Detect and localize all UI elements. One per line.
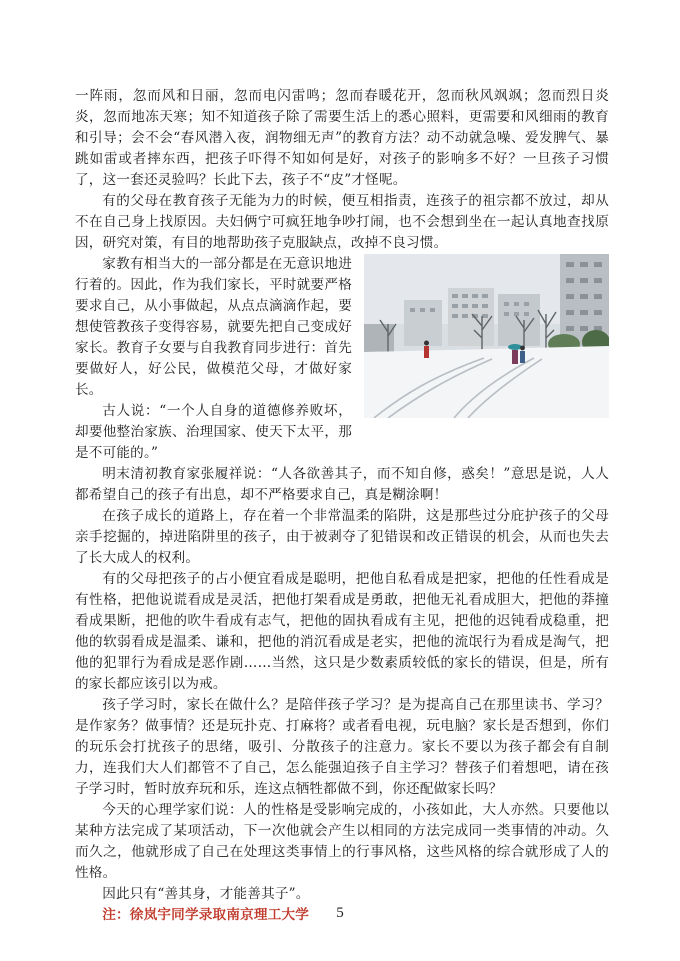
paragraph: 古人说：“一个人自身的道德修养败坏，却要他整治家族、治理国家、使天下太平，那是不可能的。” — [75, 403, 352, 461]
snowy-campus-photo — [364, 254, 609, 418]
paragraph: 明末清初教育家张履祥说：“人各欲善其子，而不知自修，惑矣！”意思是说，人人都希望自己的孩子有出息，却不严格要求自己，真是糊涂啊！ — [75, 466, 609, 503]
paragraph: 有的父母把孩子的占小便宜看成是聪明，把他自私看成是把家，把他的任性看成是有性格，把他说谎看成是灵活，把他打架看成是勇敢，把他无礼看成胆大，把他的莽撞看成果断，把他的吹牛看成有志气，把他的固执看成有主见，把他的迟钝看成稳重，把他的软弱看成是温柔、谦和，把他的消沉看成是老实，把他的流氓行为看成是淘气，把他的犯罪行为看成是恶作剧……当然，这只是少数素质较低的家长的错误，但是，所有的家长都应该引以为戒。 — [75, 571, 609, 692]
paragraph: 一阵雨，忽而风和日丽，忽而电闪雷鸣；忽而春暖花开，忽而秋风飒飒；忽而烈日炎炎，忽而地冻天寒；知不知道孩子除了需要生活上的悉心照料，更需要和风细雨的教育和引导；会不会“春风潜入夜，润物细无声”的教育方法？动不动就急噪、爱发脾气、暴跳如雷或者摔东西，把孩子吓得不知如何是好，对孩子的影响多不好？一旦孩子习惯了，这一套还灵验吗？长此下去，孩子不“皮”才怪呢。 — [75, 88, 609, 188]
paragraph: 在孩子成长的道路上，存在着一个非常温柔的陷阱，这是那些过分庇护孩子的父母亲手挖掘的，掉进陷阱里的孩子，由于被剥夺了犯错误和改正错误的机会，从而也失去了长大成人的权利。 — [75, 508, 609, 566]
paragraph: 有的父母在教育孩子无能为力的时候，便互相指责，连孩子的祖宗都不放过，却从不在自己身上找原因。夫妇俩宁可疯狂地争吵打闹，也不会想到坐在一起认真地查找原因，研究对策，有目的地帮助孩子克服缺点，改掉不良习惯。 — [75, 193, 609, 251]
body-text — [75, 86, 609, 926]
paragraph: 今天的心理学家们说：人的性格是受影响完成的，小孩如此，大人亦然。只要他以某种方法完成了某项活动，下一次他就会产生以相同的方法完成同一类事情的冲动。久而久之，他就形成了自己在处理这类事情上的行事风格，这些风格的综合就形成了人的性格。 — [75, 802, 609, 881]
paragraph: 因此只有“善其身，才能善其子”。 — [102, 886, 310, 902]
page-number: 5 — [336, 905, 344, 921]
paragraph: 家教有相当大的一部分都是在无意识地进行着的。因此，作为我们家长，平时就要严格要求自己，从小事做起，从点点滴滴作起，要想使管教孩子变得容易，就要先把自己变成好家长。教育子女要与自我教育同步进行：首先要做好人，好公民，做模范父母，才做好家长。 — [75, 256, 352, 398]
paragraph: 孩子学习时，家长在做什么？是陪伴孩子学习？是为提高自己在那里读书、学习？是作家务？做事情？还是玩扑克、打麻将？或者看电视，玩电脑？家长是否想到，你们的玩乐会打扰孩子的思绪，吸引、分散孩子的注意力。家长不要以为孩子都会有自制力，连我们大人们都管不了自己，怎么能强迫孩子自主学习？替孩子们着想吧，请在孩子学习时，暂时放弃玩和乐，连这点牺牲都做不到，你还配做家长吗？ — [75, 697, 609, 797]
admission-note: 注：徐岚宇同学录取南京理工大学 — [102, 907, 310, 923]
